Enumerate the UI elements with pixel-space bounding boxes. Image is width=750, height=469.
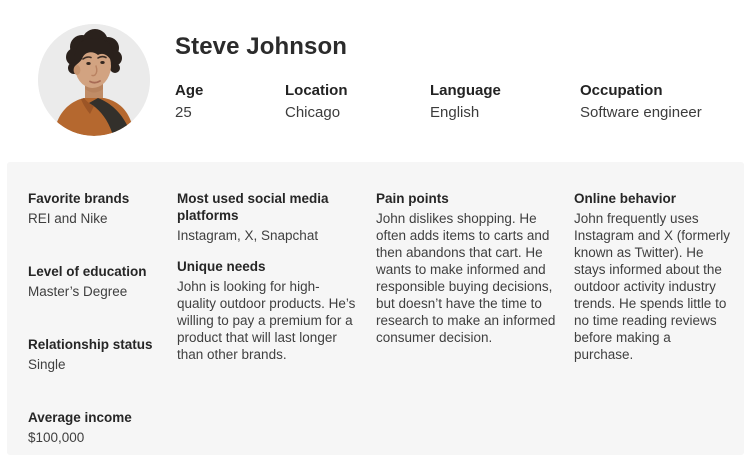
detail-block-social-media	[177, 190, 357, 244]
detail-value: $100,000	[28, 430, 85, 445]
detail-value: Instagram, X, Snapchat	[177, 228, 319, 243]
persona-details-card	[7, 162, 744, 455]
detail-label: Average income	[28, 410, 132, 425]
demographic-label: Language	[430, 82, 501, 99]
detail-block-favorite-brands	[28, 190, 163, 227]
demographic-value: 25	[175, 104, 192, 121]
detail-value: John frequently uses Instagram and X (formerly known as Twitter). He stays informed about the outdoor activity industry trends. He spends little to no time reading reviews before making a purchase.	[574, 211, 731, 362]
detail-label: Level of education	[28, 264, 147, 279]
details-column-online-behavior	[574, 190, 732, 363]
demographic-occupation	[580, 81, 702, 122]
persona-avatar	[38, 24, 150, 136]
demographic-label: Location	[285, 82, 348, 99]
demographic-age	[175, 81, 285, 122]
detail-value: John dislikes shopping. He often adds items to carts and then abandons that cart. He wants to make informed and responsible buying decisions, but doesn’t have the time to research to make an informed consumer decision.	[376, 211, 556, 345]
detail-label: Online behavior	[574, 191, 677, 206]
detail-value: Master’s Degree	[28, 284, 128, 299]
persona-name: Steve Johnson	[175, 33, 348, 60]
detail-value: Single	[28, 357, 66, 372]
detail-label: Favorite brands	[28, 191, 130, 206]
detail-value: John is looking for high-quality outdoor products. He’s willing to pay a premium for a product that will last longer than other brands.	[177, 279, 356, 362]
detail-block-relationship	[28, 336, 163, 373]
detail-block-online-behavior	[574, 190, 732, 363]
demographic-value: Software engineer	[580, 104, 702, 121]
detail-label: Unique needs	[177, 259, 266, 274]
demographic-language	[430, 81, 580, 122]
demographic-label: Age	[175, 82, 204, 99]
detail-label: Pain points	[376, 191, 449, 206]
detail-value: REI and Nike	[28, 211, 108, 226]
details-column-pain-points	[376, 190, 566, 346]
detail-block-income	[28, 409, 163, 446]
detail-label: Most used social media platforms	[177, 191, 329, 223]
demographic-location	[285, 81, 430, 122]
detail-label: Relationship status	[28, 337, 153, 352]
demographics-row	[175, 81, 702, 122]
details-column-social-needs	[177, 190, 357, 363]
details-column-attributes	[28, 190, 163, 446]
demographic-value: English	[430, 104, 480, 121]
detail-block-education	[28, 263, 163, 300]
detail-block-unique-needs	[177, 258, 357, 363]
person-portrait-icon	[38, 24, 150, 136]
demographic-label: Occupation	[580, 82, 663, 99]
detail-block-pain-points	[376, 190, 566, 346]
demographic-value: Chicago	[285, 104, 341, 121]
